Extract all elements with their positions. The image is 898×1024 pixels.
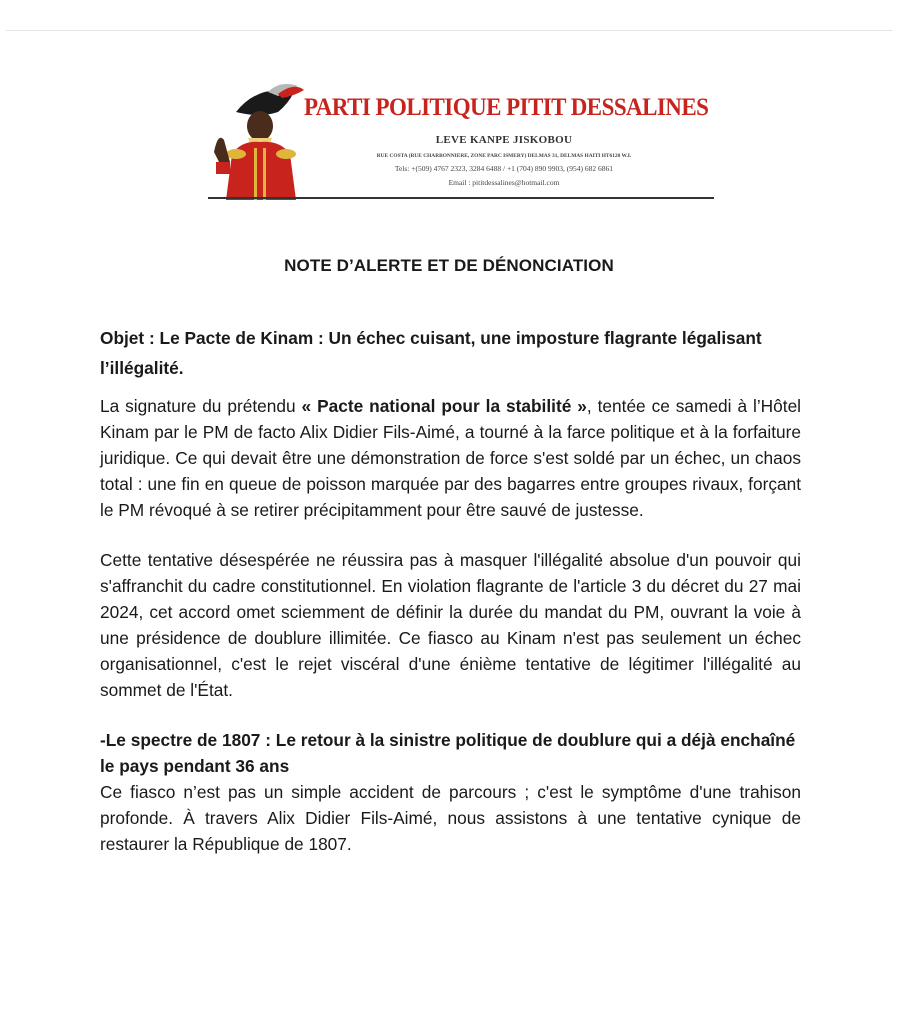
org-phone: Tels: +(509) 4767 2323, 3284 6488 / +1 (704) 890 9903, (954) 682 6861 (394, 164, 614, 173)
org-address: RUE COSTA (RUE CHARBONNIÈRE, ZONE PARC ISMERY) DELMAS 31, DELMAS HAÏTI HT6120 W.I. (376, 153, 632, 159)
paragraph-2: Cette tentative désespérée ne réussira pas à masquer l'illégalité absolue d'un pouvoir qui s'affranchit du cadre constitutionnel. En violation flagrante de l'article 3 du décret du 27 mai 2024, cet accord omet sciemment de définir la durée du mandat du PM, ouvrant la voie à une présidence de doublure illimitée. Ce fiasco au Kinam n'est pas seulement un échec organisationnel, c'est le rejet viscéral d'une énième tentative de légitimer l'illégalité au sommet de l'État. (100, 550, 801, 700)
org-slogan: LEVE KANPE JISKOBOU (435, 134, 573, 146)
pact-name: « Pacte national pour la stabilité » (301, 396, 587, 416)
paragraph-1-rest: , tentée ce samedi à l’Hôtel Kinam par le PM de facto Alix Didier Fils-Aimé, a tourné à la farce politique et à la forfaiture juridique. Ce qui devait être une démonstration de force s'est soldé par un échec, un chaos total : une fin en queue de poisson marquée par des bagarres entre groupes rivaux, forçant le PM révoqué à se retirer précipitamment pour être sauvé de justesse. (100, 396, 802, 520)
paragraph-1-start: La signature du prétendu (100, 396, 302, 416)
section-heading: -Le spectre de 1807 : Le retour à la sinistre politique de doublure qui a déjà enchaîné le pays pendant 36 ans (100, 730, 796, 776)
org-name: PARTI POLITIQUE PITIT DESSALINES (304, 94, 709, 121)
paragraph-1 (100, 393, 801, 523)
letterhead-rule (208, 197, 714, 199)
paragraph-3: Ce fiasco n’est pas un simple accident de parcours ; c'est le symptôme d'une trahison profonde. À travers Alix Didier Fils-Aimé, nous assistons à une tentative cynique de restaurer la République de 1807. (100, 782, 801, 854)
document-body (100, 323, 801, 857)
note-title: NOTE D’ALERTE ET DE DÉNONCIATION (284, 256, 614, 275)
org-email: Email : pititdessalines@hotmail.com (448, 178, 560, 187)
letterhead (208, 82, 714, 202)
subject-line: Objet : Le Pacte de Kinam : Un échec cuisant, une imposture flagrante légalisant l’illégalité. (100, 328, 762, 378)
dessalines-portrait-icon (208, 82, 308, 200)
